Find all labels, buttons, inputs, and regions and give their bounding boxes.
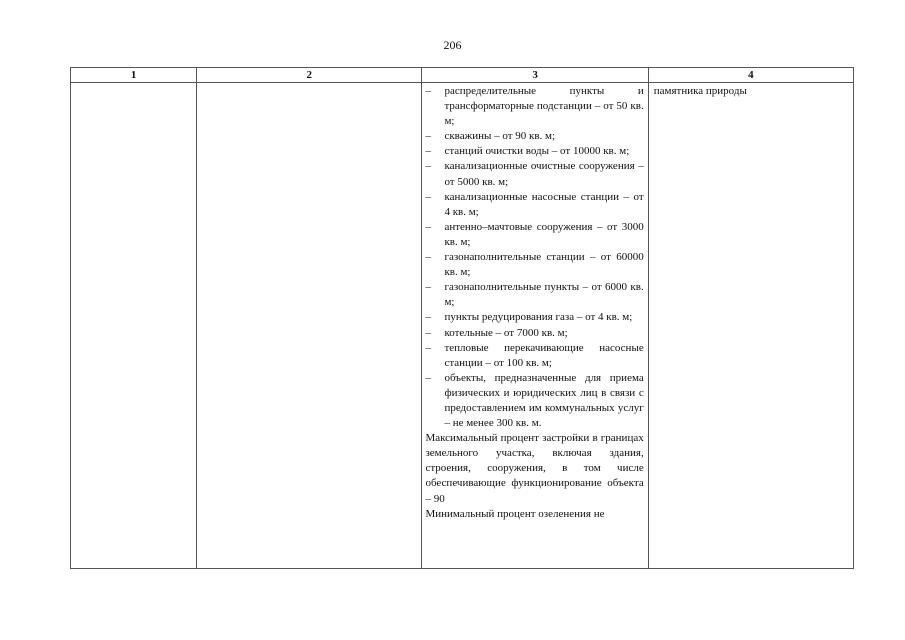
list-item-text: котельные – от 7000 кв. м; — [444, 326, 568, 339]
list-item-text: канализационные очистные сооружения – от 5000 кв. м; — [444, 160, 644, 188]
dash-bullet: – — [425, 281, 431, 294]
cell-column-4: памятника природы — [648, 83, 853, 569]
paragraph: Максимальный процент застройки в границах земельного участка, включая здания, строения, сооружения, в том числе обеспечивающие функционирование объекта – 90 — [425, 432, 644, 505]
list-item-text: объекты, предназначенные для приема физических и юридических лиц в связи с предоставлением им коммунальных услуг – не менее 300 кв. м. — [444, 371, 644, 430]
list-item-text: канализационные насосные станции – от 4 кв. м; — [444, 190, 644, 218]
dash-bullet: – — [425, 160, 431, 173]
list-item — [425, 129, 643, 144]
paragraph: Минимальный процент озеленения не — [425, 507, 605, 520]
list-item — [425, 190, 643, 220]
list-item-text: пункты редуцирования газа – от 4 кв. м; — [444, 311, 633, 324]
list-item — [425, 220, 643, 250]
dash-bullet: – — [425, 220, 431, 233]
parameters-text — [425, 431, 643, 522]
column-header-3: 3 — [422, 68, 648, 83]
minimum-area-list — [425, 84, 643, 431]
dash-bullet: – — [425, 85, 431, 97]
list-item-text: антенно–мачтовые сооружения – от 3000 кв. м; — [444, 220, 644, 248]
list-item — [425, 144, 643, 159]
table-row — [71, 83, 854, 569]
list-item-text: скважины – от 90 кв. м; — [444, 130, 556, 143]
cell-column-2 — [197, 83, 422, 569]
dash-bullet: – — [425, 190, 431, 203]
list-item — [425, 371, 643, 431]
list-item — [425, 310, 643, 325]
dash-bullet: – — [425, 371, 431, 384]
list-item — [425, 84, 643, 129]
regulations-table — [70, 67, 854, 569]
list-item — [425, 280, 643, 310]
list-item-text: газонаполнительные станции – от 60000 кв. м; — [444, 251, 644, 279]
dash-bullet: – — [425, 251, 431, 264]
list-item-text: распределительные пункты и трансформаторные подстанции – от 50 кв. м; — [444, 85, 644, 128]
list-item-text: газонаполнительные пункты – от 6000 кв. м; — [444, 281, 644, 309]
dash-bullet: – — [425, 145, 431, 158]
dash-bullet: – — [425, 130, 431, 143]
column-header-2: 2 — [197, 68, 422, 83]
list-item-text: станций очистки воды – от 10000 кв. м; — [444, 145, 630, 158]
table-header-row — [71, 68, 854, 83]
list-item-text: тепловые перекачивающие насосные станции – от 100 кв. м; — [444, 341, 644, 369]
list-item — [425, 250, 643, 280]
page-number: 206 — [443, 38, 462, 52]
column-header-4: 4 — [648, 68, 853, 83]
dash-bullet: – — [425, 326, 431, 339]
list-item — [425, 159, 643, 189]
cell-column-3 — [422, 83, 648, 569]
column-header-1: 1 — [71, 68, 197, 83]
list-item — [425, 326, 643, 341]
list-item — [425, 341, 643, 371]
dash-bullet: – — [425, 311, 431, 324]
cell-column-1 — [71, 83, 197, 569]
dash-bullet: – — [425, 341, 431, 354]
